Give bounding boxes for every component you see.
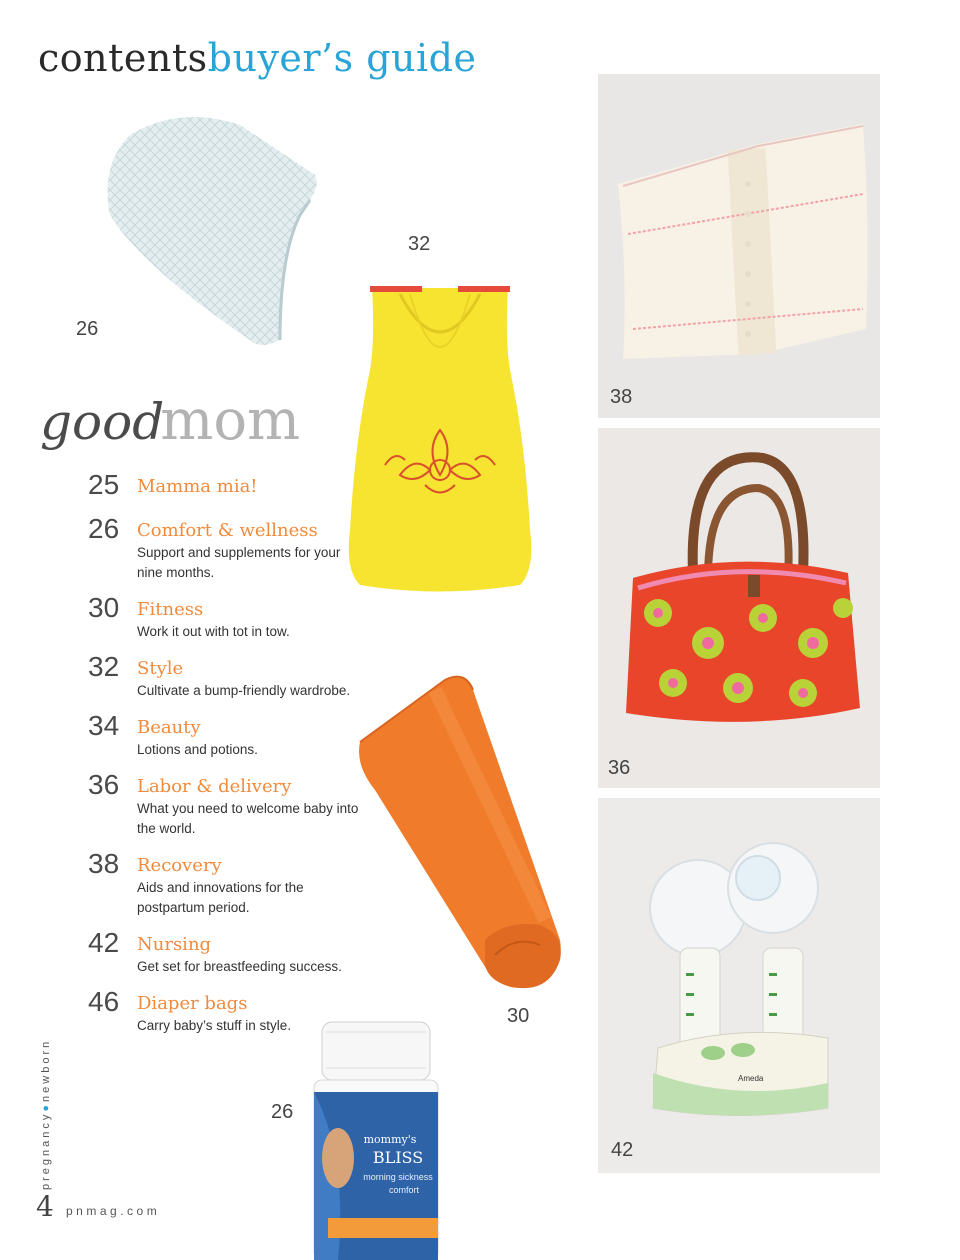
postpartum-belt-photo <box>598 74 880 418</box>
toc-description: Lotions and potions. <box>137 742 258 757</box>
toc-item[interactable] <box>88 987 368 1036</box>
supplement-bottle-photo <box>308 1018 440 1260</box>
toc-description: Work it out with tot in tow. <box>137 624 290 639</box>
toc-description: Get set for breastfeeding success. <box>137 959 342 974</box>
toc-description: Support and supplements for your nine months. <box>137 545 341 580</box>
toc-page-number: 42 <box>88 927 120 958</box>
diaper-bag-photo <box>598 428 880 788</box>
toc-item[interactable] <box>88 711 368 760</box>
toc-item[interactable] <box>88 928 368 977</box>
toc-item[interactable] <box>88 470 368 500</box>
toc-title: Style <box>137 658 184 679</box>
bottle-line1: morning sickness <box>363 1172 433 1182</box>
side-newborn: newborn <box>40 1038 52 1102</box>
toc-description: Aids and innovations for the postpartum period. <box>137 880 304 915</box>
toc-title: Nursing <box>137 934 212 955</box>
side-magazine-name <box>40 1030 60 1190</box>
pump-brand: Ameda <box>738 1074 764 1083</box>
toc-title: Labor & delivery <box>137 776 292 797</box>
toc-page-number: 46 <box>88 986 120 1017</box>
toc-item[interactable] <box>88 849 368 918</box>
table-of-contents <box>88 470 368 1046</box>
bottle-brand-top: mommy's <box>363 1133 417 1146</box>
toc-page-number: 38 <box>88 848 120 879</box>
side-pregnancy: pregnancy <box>40 1111 52 1190</box>
toc-description: Cultivate a bump-friendly wardrobe. <box>137 683 351 698</box>
toc-page-number: 26 <box>88 513 120 544</box>
yoga-mat-photo <box>355 670 575 1000</box>
toc-page-number: 34 <box>88 710 120 741</box>
toc-description: What you need to welcome baby into the world. <box>137 801 359 836</box>
toc-page-number: 36 <box>88 769 120 800</box>
toc-item[interactable] <box>88 652 368 701</box>
pregnancy-wedge-pillow-photo <box>70 105 330 355</box>
toc-page-number: 25 <box>88 469 120 500</box>
bottle-brand: BLISS <box>372 1148 424 1167</box>
header-contents: contents <box>38 36 208 80</box>
toc-description: Carry baby’s stuff in style. <box>137 1018 292 1033</box>
section-title-good: good <box>40 393 165 451</box>
toc-title: Diaper bags <box>137 993 248 1014</box>
toc-title: Comfort & wellness <box>137 520 318 541</box>
toc-title: Fitness <box>137 599 204 620</box>
toc-title: Mamma mia! <box>137 476 258 497</box>
toc-page-number: 30 <box>88 592 120 623</box>
maternity-top-photo <box>340 280 540 600</box>
toc-title: Recovery <box>137 855 222 876</box>
toc-item[interactable] <box>88 593 368 642</box>
pillow-page-number: 26 <box>76 318 99 340</box>
section-title-mom: mom <box>160 388 301 453</box>
bottle-line2: comfort <box>388 1185 420 1195</box>
side-dot-icon: ● <box>40 1101 52 1112</box>
toc-item[interactable] <box>88 770 368 839</box>
page-number: 4 <box>36 1190 54 1223</box>
website-url[interactable]: pnmag.com <box>66 1204 161 1218</box>
pump-page-number: 42 <box>611 1139 634 1161</box>
page-header <box>38 36 477 80</box>
mat-page-number: 30 <box>507 1005 530 1027</box>
belt-page-number: 38 <box>610 386 633 408</box>
bag-page-number: 36 <box>608 757 631 779</box>
top-page-number: 32 <box>408 233 431 255</box>
toc-title: Beauty <box>137 717 201 738</box>
section-title <box>40 388 300 453</box>
bottle-page-number: 26 <box>271 1101 294 1123</box>
toc-item[interactable] <box>88 514 368 583</box>
header-buyers-guide: buyer’s guide <box>207 36 477 80</box>
toc-page-number: 32 <box>88 651 120 682</box>
breast-pump-photo <box>598 798 880 1173</box>
